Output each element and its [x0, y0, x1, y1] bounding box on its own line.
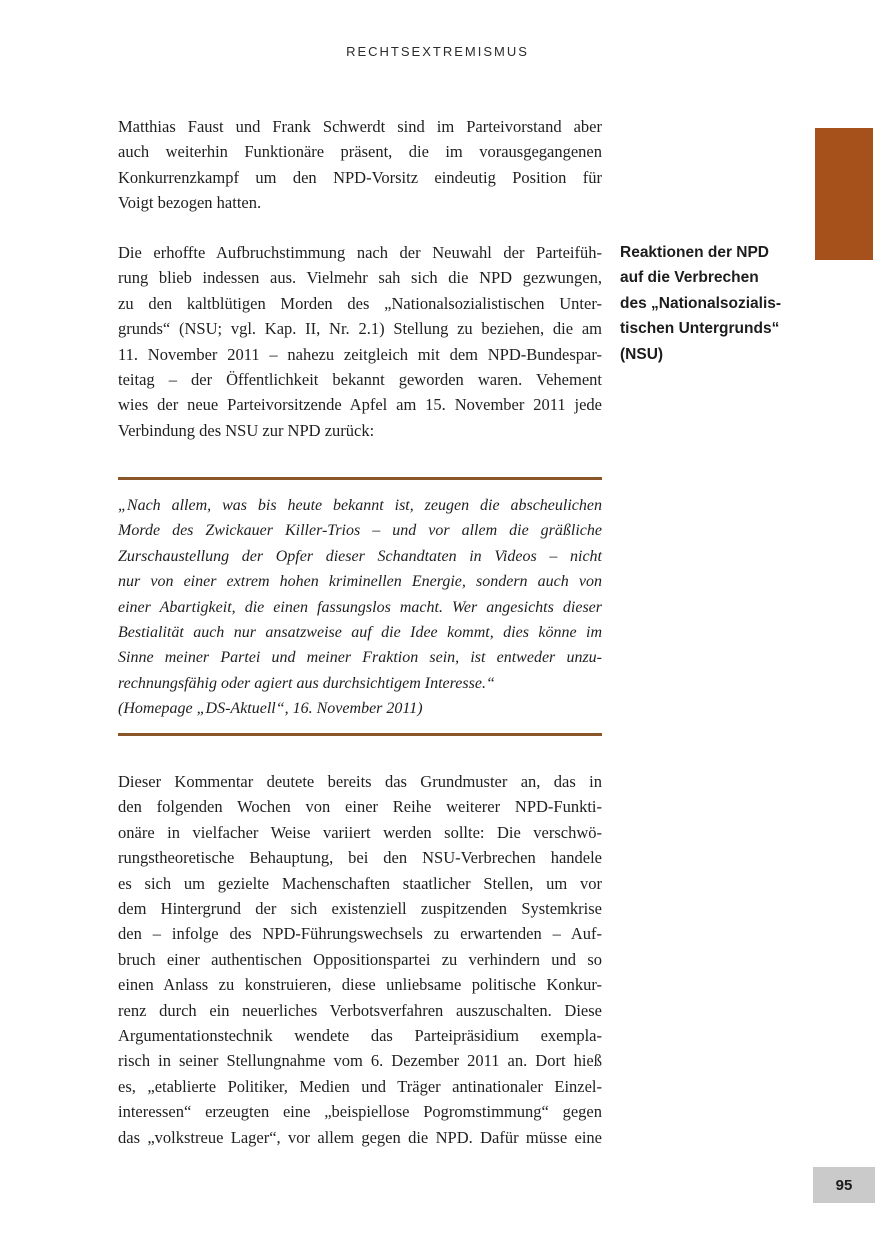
- text-line: „Nach allem, was bis heute bekannt ist, zeugen die abscheulichen: [118, 497, 602, 514]
- text-line: 11. November 2011 – nahezu zeitgleich mit dem NPD-Bundespar-: [118, 344, 602, 364]
- text-line: des „Nationalsozialis-: [620, 294, 782, 312]
- text-line: auf die Verbrechen: [620, 269, 759, 287]
- text-line: Verbindung des NSU zur NPD zurück:: [118, 420, 375, 440]
- text-line: onäre in vielfacher Weise variiert werden sollte: Die verschwö-: [118, 822, 602, 842]
- text-line: dem Hintergrund der sich existenziell zuspitzenden Systemkrise: [118, 899, 602, 919]
- text-line: rungstheoretische Behauptung, bei den NSU-Verbrechen handele: [118, 848, 602, 868]
- text-line: Dieser Kommentar deutete bereits das Grundmuster an, das in: [118, 772, 602, 791]
- text-line: nur von einer extrem hohen kriminellen Energie, sondern auch von: [118, 573, 602, 591]
- text-line: (NSU): [620, 345, 664, 363]
- margin-note: [620, 240, 855, 367]
- text-line: das „volkstreue Lager“, vor allem gegen die NPD. Dafür müsse eine: [118, 1127, 602, 1147]
- text-line: rechnungsfähig oder agiert aus durchsichtigem Interesse.“: [118, 674, 495, 692]
- page-number-box: [813, 1167, 875, 1203]
- text-line: auch weiterhin Funktionäre präsent, die im vorausgegangenen: [118, 142, 602, 162]
- page-number: 95: [835, 1176, 853, 1194]
- text-line: bruch einer authentischen Oppositionspartei zu verhindern und so: [118, 949, 602, 969]
- text-line: teitag – der Öffentlichkeit bekannt geworden waren. Vehement: [118, 370, 602, 390]
- text-line: rung blieb indessen aus. Vielmehr sah sich die NPD gezwungen,: [118, 268, 602, 288]
- quote-rule-top: [118, 477, 602, 480]
- paragraph: [118, 240, 602, 443]
- text-line: es, „etablierte Politiker, Medien und Träger antinationaler Einzel-: [118, 1076, 602, 1096]
- text-line: Bestialität auch nur ansatzweise auf die Idee kommt, dies könne im: [118, 624, 602, 642]
- quote-rule-bottom: [118, 733, 602, 736]
- text-line: renz durch ein neuerliches Verbotsverfahren auszuschalten. Diese: [118, 1000, 602, 1020]
- text-line: grunds“ (NSU; vgl. Kap. II, Nr. 2.1) Stellung zu beziehen, die am: [118, 319, 602, 339]
- text-line: Reaktionen der NPD: [620, 244, 770, 261]
- text-line: einer Abartigkeit, die einen fassungslos macht. Wer angesichts dieser: [118, 598, 602, 616]
- blockquote: [118, 493, 602, 696]
- text-line: tischen Untergrunds“: [620, 320, 780, 338]
- text-line: einen Anlass zu konstruieren, diese unliebsame politische Konkur-: [118, 975, 602, 995]
- text-line: interessen“ erzeugten eine „beispiellose Pogromstimmung“ gegen: [118, 1102, 602, 1122]
- text-line: Sinne meiner Partei und meiner Fraktion sein, ist entweder unzu-: [118, 649, 602, 667]
- text-line: den folgenden Wochen von einer Reihe weiterer NPD-Funkti-: [118, 797, 602, 817]
- running-header: RECHTSEXTREMISMUS: [346, 44, 529, 59]
- quote-attribution: (Homepage „DS-Aktuell“, 16. November 2011): [118, 700, 423, 717]
- text-line: es sich um gezielte Machenschaften staatlicher Stellen, um vor: [118, 873, 602, 893]
- text-line: Konkurrenzkampf um den NPD-Vorsitz eindeutig Position für: [118, 167, 602, 187]
- paragraph: [118, 114, 602, 216]
- text-line: Argumentationstechnik wendete das Parteipräsidium exempla-: [118, 1026, 602, 1046]
- text-line: Die erhoffte Aufbruchstimmung nach der Neuwahl der Parteifüh-: [118, 243, 602, 262]
- text-line: risch in seiner Stellungnahme vom 6. Dezember 2011 an. Dort hieß: [118, 1051, 602, 1071]
- text-line: Morde des Zwickauer Killer-Trios – und vor allem die gräßliche: [118, 522, 602, 540]
- text-line: zu den kaltblütigen Morden des „Nationalsozialistischen Unter-: [118, 293, 602, 313]
- text-line: Matthias Faust und Frank Schwerdt sind im Parteivorstand aber: [118, 117, 602, 136]
- text-line: den – infolge des NPD-Führungswechsels zu erwartenden – Auf-: [118, 924, 602, 944]
- text-line: Voigt bezogen hatten.: [118, 193, 262, 213]
- paragraph: [118, 769, 602, 1150]
- text-line: wies der neue Parteivorsitzende Apfel am 15. November 2011 jede: [118, 395, 602, 415]
- text-line: Zurschaustellung der Opfer dieser Schandtaten in Videos – nicht: [118, 547, 602, 565]
